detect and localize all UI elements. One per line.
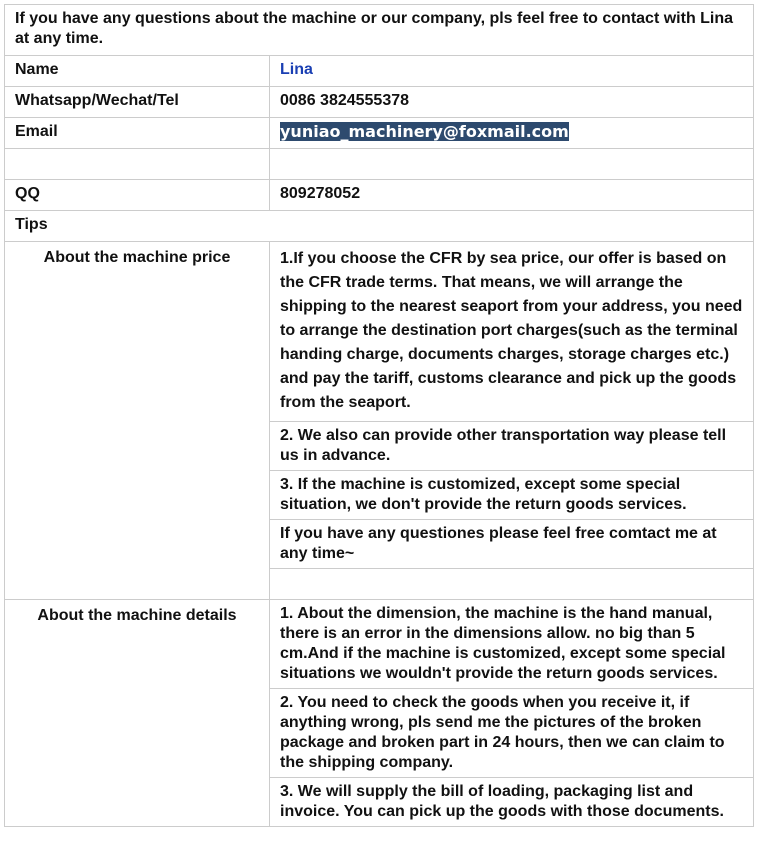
email-row: [5, 118, 754, 149]
empty-cell: [5, 149, 270, 180]
name-label: Name: [5, 56, 270, 87]
phone-label: Whatsapp/Wechat/Tel: [5, 87, 270, 118]
details-item: 1. About the dimension, the machine is the hand manual, there is an error in the dimensions allow. no big than 5 cm.And if the machine is customized, except some special situations we wouldn't provide the return goods services.: [270, 600, 754, 689]
empty-row: [5, 149, 754, 180]
price-item: If you have any questiones please feel free comtact me at any time~: [270, 520, 754, 569]
qq-row: [5, 180, 754, 211]
price-row: [5, 242, 754, 422]
name-value: Lina: [270, 56, 754, 87]
empty-cell: [270, 569, 754, 600]
qq-value: 809278052: [270, 180, 754, 211]
details-item: 3. We will supply the bill of loading, packaging list and invoice. You can pick up the goods with those documents.: [270, 778, 754, 827]
phone-value: 0086 3824555378: [270, 87, 754, 118]
empty-cell: [270, 149, 754, 180]
details-row: [5, 600, 754, 689]
price-item: 1.If you choose the CFR by sea price, our offer is based on the CFR trade terms. That means, we will arrange the shipping to the nearest seaport from your address, you need to arrange the destination port charges(such as the terminal handing charge, documents charges, storage charges etc.) and pay the tariff, customs clearance and pick up the goods from the seaport.: [270, 242, 754, 422]
email-label: Email: [5, 118, 270, 149]
price-item: 3. If the machine is customized, except some special situation, we don't provide the return goods services.: [270, 471, 754, 520]
phone-row: [5, 87, 754, 118]
intro-text: If you have any questions about the machine or our company, pls feel free to contact with Lina at any time.: [5, 5, 754, 56]
tips-row: [5, 211, 754, 242]
details-section-label: About the machine details: [5, 600, 270, 827]
tips-label: Tips: [5, 211, 754, 242]
name-row: [5, 56, 754, 87]
price-item: 2. We also can provide other transportation way please tell us in advance.: [270, 422, 754, 471]
email-value[interactable]: yuniao_machinery@foxmail.com: [280, 122, 569, 141]
qq-label: QQ: [5, 180, 270, 211]
intro-row: [5, 5, 754, 56]
details-item: 2. You need to check the goods when you receive it, if anything wrong, pls send me the pictures of the broken package and broken part in 24 hours, then we can claim to the shipping company.: [270, 689, 754, 778]
contact-info-table: [4, 4, 754, 827]
price-section-label: About the machine price: [5, 242, 270, 600]
email-cell: [270, 118, 754, 149]
